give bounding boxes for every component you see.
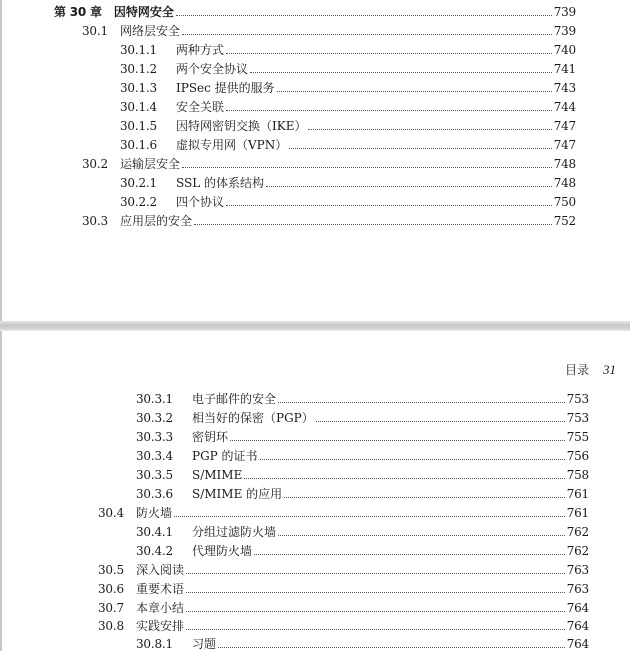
leader-dots bbox=[182, 34, 552, 35]
leader-dots bbox=[250, 72, 552, 73]
leader-dots bbox=[308, 129, 551, 130]
page-separator bbox=[0, 321, 630, 331]
toc-entry[interactable] bbox=[120, 174, 576, 192]
entry-number: 30.3.3 bbox=[136, 430, 173, 444]
leader-dots bbox=[278, 535, 565, 536]
entry-number: 30.4.2 bbox=[136, 544, 173, 558]
entry-number: 30.3 bbox=[82, 214, 108, 228]
toc-entry[interactable] bbox=[136, 466, 589, 484]
leader-dots bbox=[244, 478, 564, 479]
entry-title: 代理防火墙 bbox=[192, 544, 253, 558]
entry-title: 网络层安全 bbox=[120, 24, 181, 38]
entry-title: 虚拟专用网（VPN） bbox=[176, 138, 288, 152]
entry-title: SSL 的体系结构 bbox=[176, 176, 265, 190]
entry-page: 740 bbox=[553, 43, 576, 57]
entry-number: 30.1.2 bbox=[120, 62, 157, 76]
entry-page: 747 bbox=[553, 138, 576, 152]
entry-title: PGP 的证书 bbox=[192, 449, 258, 463]
entry-number: 30.1.3 bbox=[120, 81, 157, 95]
toc-entry[interactable] bbox=[136, 428, 589, 446]
entry-number: 30.1 bbox=[82, 24, 108, 38]
toc-entry-chapter[interactable] bbox=[54, 3, 576, 21]
running-header bbox=[565, 361, 616, 378]
leader-dots bbox=[277, 91, 552, 92]
entry-title: 应用层的安全 bbox=[120, 214, 193, 228]
toc-entry[interactable] bbox=[120, 136, 576, 154]
entry-title: 分组过滤防火墙 bbox=[192, 525, 277, 539]
entry-number: 30.3.4 bbox=[136, 449, 173, 463]
entry-title: S/MIME bbox=[192, 468, 243, 482]
toc-entry[interactable] bbox=[136, 523, 589, 541]
toc-entry[interactable] bbox=[120, 193, 576, 211]
leader-dots bbox=[186, 629, 565, 630]
leader-dots bbox=[194, 224, 552, 225]
toc-entry[interactable] bbox=[136, 485, 589, 503]
entry-title: 习题 bbox=[192, 637, 217, 651]
leader-dots bbox=[186, 592, 565, 593]
leader-dots bbox=[176, 15, 552, 16]
entry-number: 30.8.1 bbox=[136, 637, 173, 651]
entry-number: 30.7 bbox=[98, 601, 124, 615]
entry-title: 电子邮件的安全 bbox=[192, 392, 277, 406]
entry-number: 30.3.1 bbox=[136, 392, 173, 406]
entry-title: 因特网密钥交换（IKE） bbox=[176, 119, 307, 133]
leader-dots bbox=[174, 516, 565, 517]
leader-dots bbox=[182, 167, 552, 168]
entry-page: 764 bbox=[566, 637, 589, 651]
entry-number: 30.5 bbox=[98, 563, 124, 577]
entry-title: IPSec 提供的服务 bbox=[176, 81, 275, 95]
entry-title: 两个安全协议 bbox=[176, 62, 249, 76]
toc-entry[interactable] bbox=[136, 635, 589, 651]
running-header-page-number: 31 bbox=[603, 362, 616, 377]
entry-number: 30.4 bbox=[98, 506, 124, 520]
entry-page: 743 bbox=[553, 81, 576, 95]
leader-dots bbox=[186, 611, 565, 612]
leader-dots bbox=[254, 554, 565, 555]
toc-entry[interactable] bbox=[98, 504, 589, 522]
entry-page: 764 bbox=[566, 619, 589, 633]
entry-page: 741 bbox=[553, 62, 576, 76]
entry-number: 30.1.6 bbox=[120, 138, 157, 152]
entry-page: 762 bbox=[566, 544, 589, 558]
entry-page: 752 bbox=[553, 214, 576, 228]
entry-page: 756 bbox=[566, 449, 589, 463]
toc-entry[interactable] bbox=[120, 41, 576, 59]
toc-entry[interactable] bbox=[98, 580, 589, 598]
entry-title: 因特网安全 bbox=[113, 5, 174, 19]
leader-dots bbox=[284, 497, 565, 498]
toc-entry[interactable] bbox=[120, 98, 576, 116]
running-header-label: 目录 bbox=[564, 363, 589, 377]
toc-page-top bbox=[0, 0, 630, 321]
entry-number: 30.3.5 bbox=[136, 468, 173, 482]
entry-page: 761 bbox=[566, 506, 589, 520]
entry-title: 四个协议 bbox=[176, 195, 225, 209]
entry-title: 实践安排 bbox=[136, 619, 185, 633]
entry-number: 30.1.5 bbox=[120, 119, 157, 133]
entry-title: 深入阅读 bbox=[136, 563, 185, 577]
leader-dots bbox=[218, 647, 565, 648]
entry-page: 753 bbox=[566, 411, 589, 425]
toc-entry[interactable] bbox=[120, 117, 576, 135]
entry-number: 30.2.2 bbox=[120, 195, 157, 209]
toc-entry[interactable] bbox=[120, 79, 576, 97]
entry-number: 30.1.1 bbox=[120, 43, 157, 57]
toc-entry[interactable] bbox=[82, 22, 576, 40]
toc-entry[interactable] bbox=[98, 617, 589, 635]
entry-title: 相当好的保密（PGP） bbox=[192, 411, 314, 425]
leader-dots bbox=[316, 421, 565, 422]
entry-title: 两种方式 bbox=[176, 43, 225, 57]
entry-page: 739 bbox=[553, 24, 576, 38]
entry-number: 30.3.6 bbox=[136, 487, 173, 501]
leader-dots bbox=[278, 402, 565, 403]
toc-entry[interactable] bbox=[82, 212, 576, 230]
toc-entry[interactable] bbox=[98, 599, 589, 617]
toc-entry[interactable] bbox=[98, 561, 589, 579]
entry-title: 安全关联 bbox=[176, 100, 225, 114]
toc-entry[interactable] bbox=[82, 155, 576, 173]
entry-title: S/MIME 的应用 bbox=[192, 487, 283, 501]
toc-entry[interactable] bbox=[136, 390, 589, 408]
leader-dots bbox=[260, 459, 565, 460]
entry-number: 30.8 bbox=[98, 619, 124, 633]
entry-title: 重要术语 bbox=[136, 582, 185, 596]
leader-dots bbox=[226, 110, 552, 111]
leader-dots bbox=[230, 440, 565, 441]
leader-dots bbox=[226, 205, 552, 206]
entry-page: 744 bbox=[553, 100, 576, 114]
entry-title: 防火墙 bbox=[136, 506, 173, 520]
entry-title: 密钥环 bbox=[192, 430, 229, 444]
toc-entry[interactable] bbox=[136, 447, 589, 465]
entry-number: 30.2.1 bbox=[120, 176, 157, 190]
entry-page: 764 bbox=[566, 601, 589, 615]
toc-entry[interactable] bbox=[136, 542, 589, 560]
entry-page: 747 bbox=[553, 119, 576, 133]
entry-page: 758 bbox=[566, 468, 589, 482]
entry-page: 761 bbox=[566, 487, 589, 501]
entry-page: 762 bbox=[566, 525, 589, 539]
entry-page: 763 bbox=[566, 582, 589, 596]
toc-entry[interactable] bbox=[136, 409, 589, 427]
leader-dots bbox=[186, 573, 565, 574]
entry-page: 763 bbox=[566, 563, 589, 577]
toc-entry[interactable] bbox=[120, 60, 576, 78]
entry-number: 30.3.2 bbox=[136, 411, 173, 425]
entry-number: 30.1.4 bbox=[120, 100, 157, 114]
leader-dots bbox=[266, 186, 552, 187]
entry-page: 750 bbox=[553, 195, 576, 209]
entry-title: 本章小结 bbox=[136, 601, 185, 615]
entry-page: 753 bbox=[566, 392, 589, 406]
leader-dots bbox=[226, 53, 552, 54]
entry-number: 30.4.1 bbox=[136, 525, 173, 539]
entry-number: 30.2 bbox=[82, 157, 108, 171]
entry-page: 748 bbox=[553, 157, 576, 171]
entry-page: 748 bbox=[553, 176, 576, 190]
leader-dots bbox=[289, 148, 551, 149]
entry-page: 755 bbox=[566, 430, 589, 444]
entry-page: 739 bbox=[553, 5, 576, 19]
entry-number: 30.6 bbox=[98, 582, 124, 596]
entry-number: 第 30 章 bbox=[54, 5, 102, 19]
entry-title: 运输层安全 bbox=[120, 157, 181, 171]
